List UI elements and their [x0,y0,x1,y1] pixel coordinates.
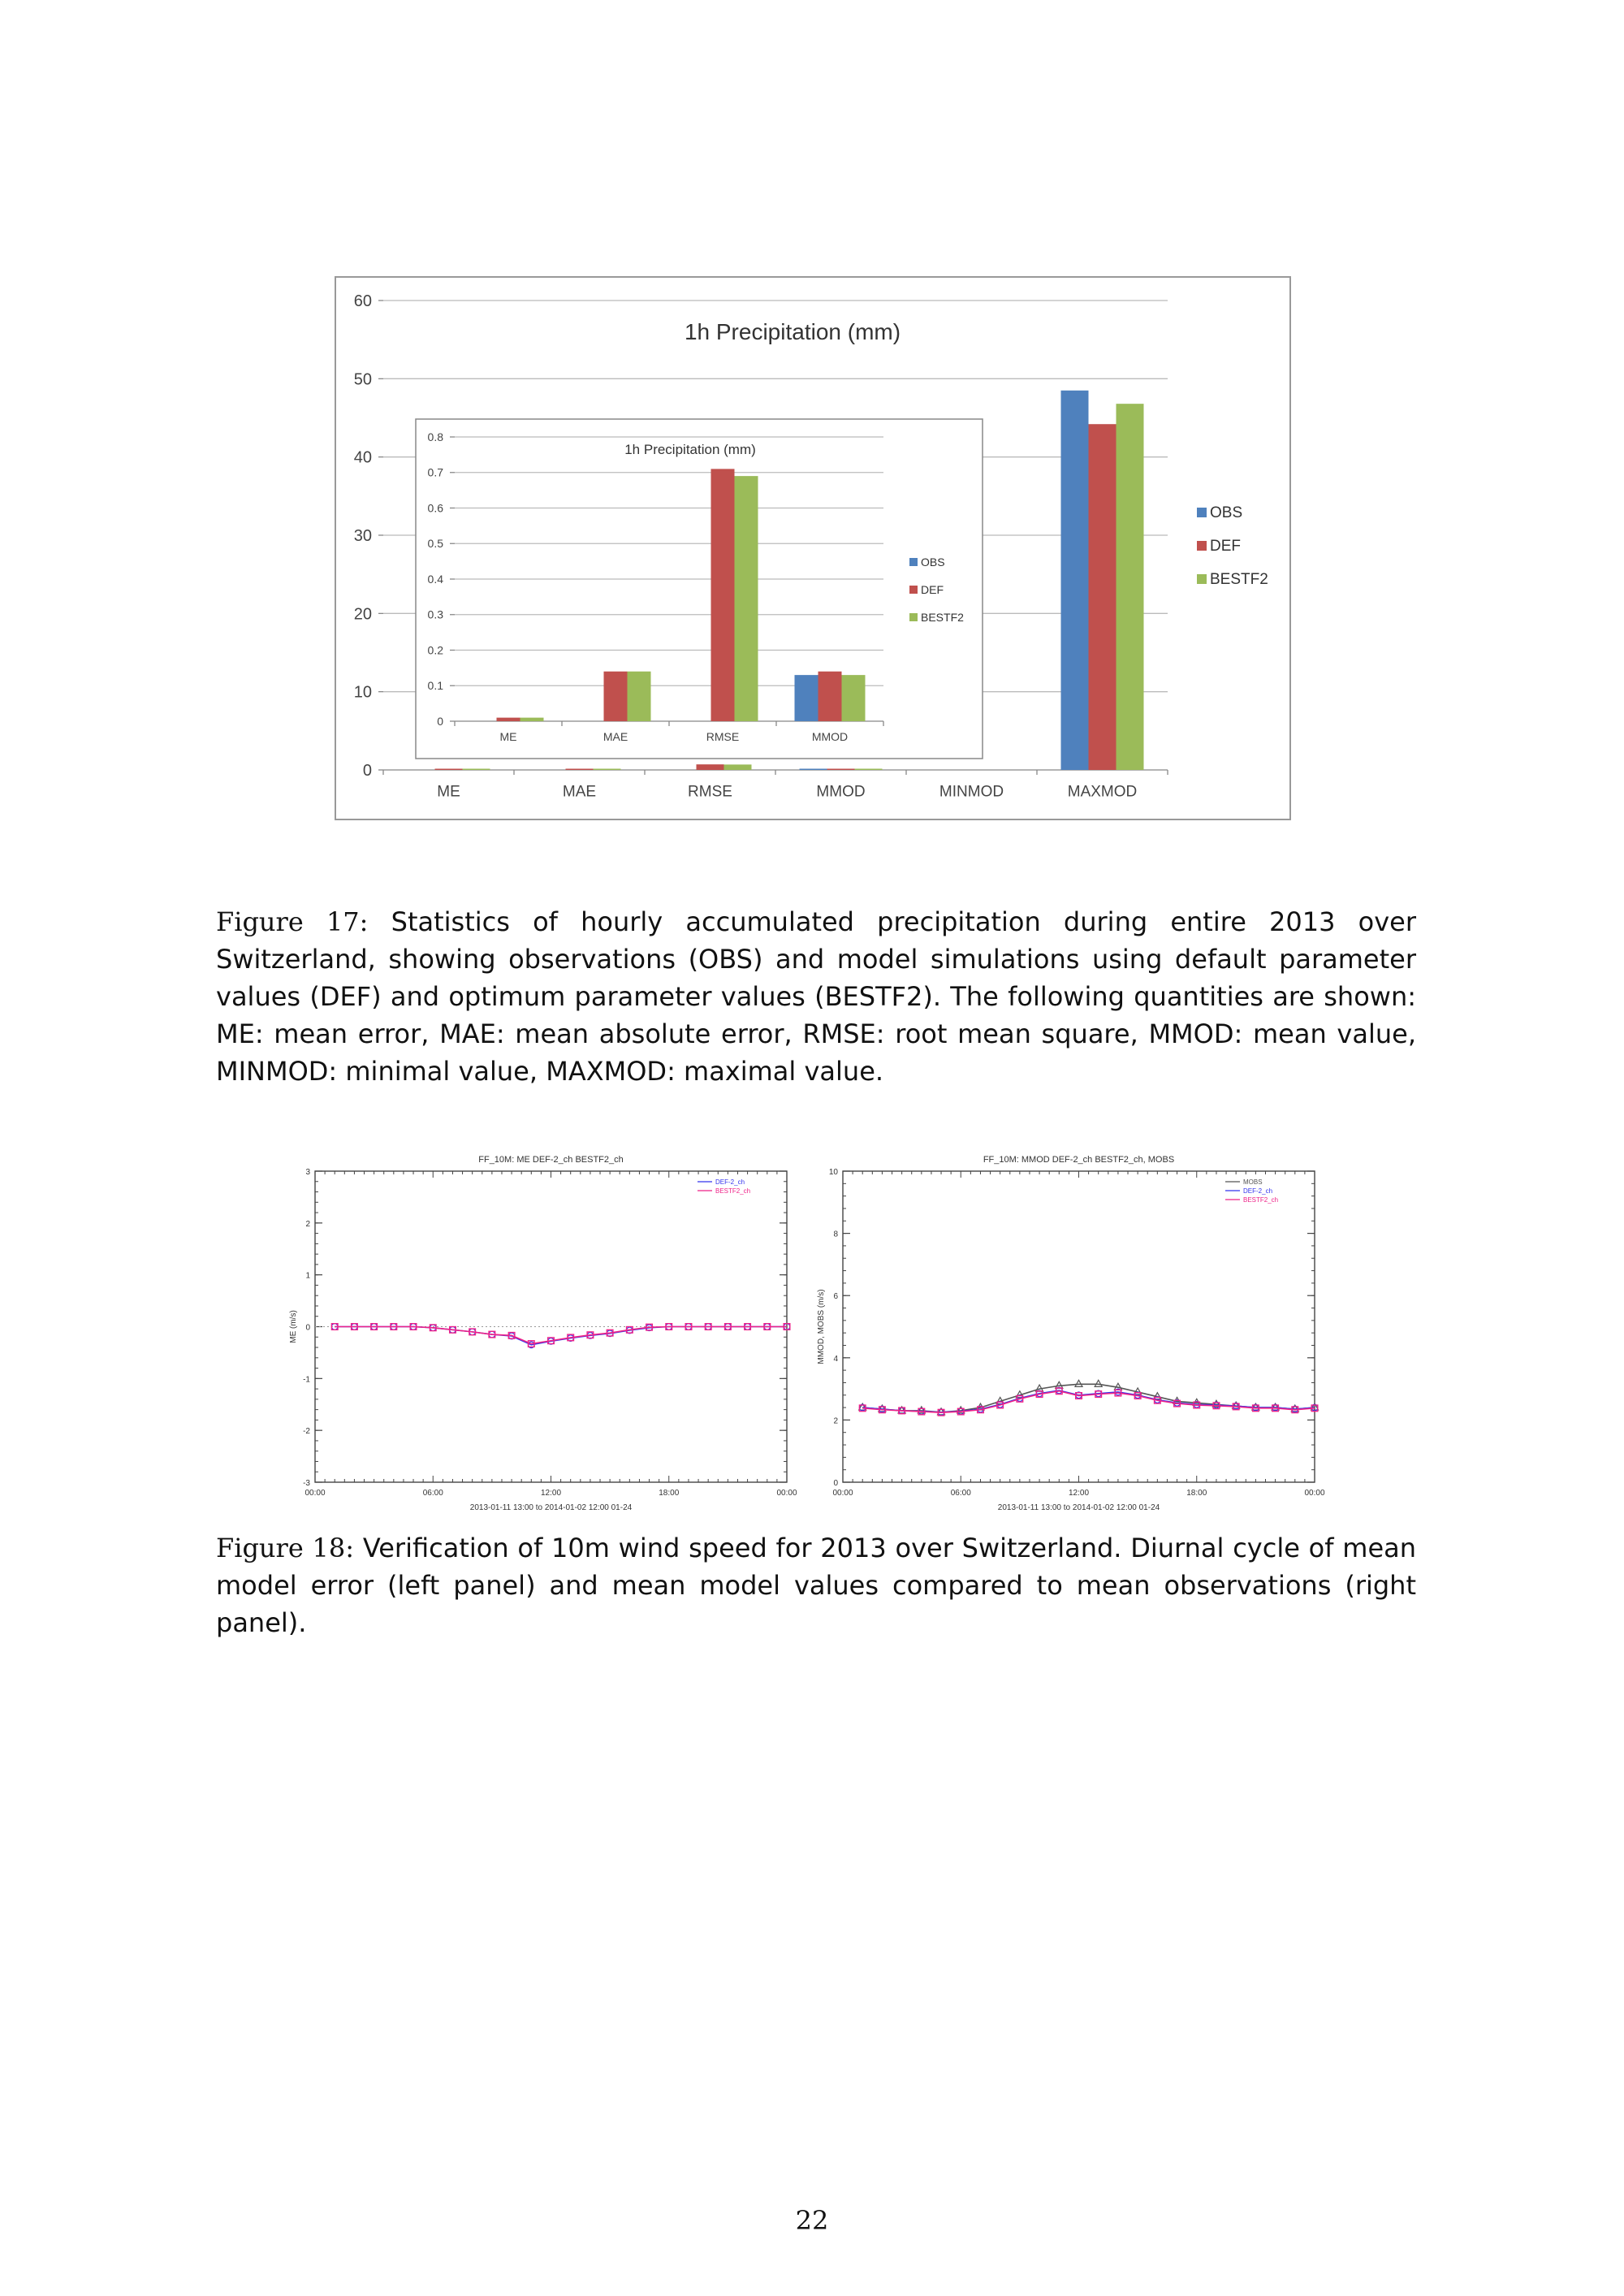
x-category-label: MINMOD [939,783,1004,801]
legend-label: OBS [921,556,945,569]
y-tick-label: 20 [353,605,372,624]
left-y-axis-label: ME (m/s) [289,1310,298,1343]
y-tick-label: 0.1 [427,679,443,693]
x-category-label: MAE [562,783,597,801]
left-x-axis-label: 2013-01-11 13:00 to 2014-01-02 12:00 01-24 [469,1503,633,1512]
x-category-label: RMSE [688,783,732,801]
y-tick-label: 6 [833,1292,838,1302]
legend-swatch [909,558,918,566]
bar-bestf2-me [520,718,544,721]
figure-18-caption [216,1529,1416,1641]
y-tick-label: 0.3 [427,608,443,621]
bar-def-me [497,718,520,721]
x-tick-label: 00:00 [776,1489,797,1498]
x-category-label: MAXMOD [1067,783,1138,801]
right-plot-frame [843,1171,1315,1482]
y-tick-label: 10 [353,683,372,702]
y-tick-label: -3 [303,1479,310,1488]
figure-17-label: Figure 17: [216,906,369,937]
main-chart-title: 1h Precipitation (mm) [684,319,901,344]
y-tick-label: 0.8 [427,430,443,443]
y-tick-label: 30 [353,527,372,545]
y-tick-label: 0 [833,1479,838,1488]
legend-label: BESTF2 [921,611,964,624]
y-tick-label: 0.7 [427,465,443,479]
left-panel [289,1155,797,1512]
x-category-label: ME [437,783,460,801]
x-category-label: MAE [603,729,628,743]
x-tick-label: 00:00 [1304,1489,1325,1498]
bar-def-mmod [827,769,855,771]
y-tick-label: 0 [305,1323,310,1333]
left-panel-title: FF_10M: ME DEF-2_ch BESTF2_ch [478,1155,624,1165]
legend-swatch [909,613,918,621]
legend-swatch [1197,574,1207,584]
x-tick-label: 00:00 [832,1489,853,1498]
x-category-label: MMOD [811,729,849,743]
x-tick-label: 12:00 [1068,1489,1090,1498]
legend-label: DEF-2_ch [715,1178,745,1186]
y-tick-label: 3 [305,1168,310,1177]
bar-obs-maxmod [1061,391,1089,770]
bar-def-rmse [697,764,724,770]
legend-swatch [1197,541,1207,551]
legend-label: OBS [1210,504,1243,521]
right-y-axis-label: MMOD, MOBS (m/s) [817,1289,826,1364]
legend-swatch [909,586,918,594]
x-tick-label: 12:00 [540,1489,562,1498]
inset-frame [416,419,983,759]
y-tick-label: 4 [833,1354,838,1364]
x-tick-label: 18:00 [1186,1489,1207,1498]
page-number: 22 [795,2205,829,2236]
bar-bestf2-mmod [855,769,883,771]
bar-bestf2-me [463,769,490,771]
y-tick-label: 1 [305,1271,310,1281]
x-category-label: MMOD [816,783,866,801]
x-category-label: ME [499,729,517,743]
bar-bestf2-rmse [735,476,758,721]
y-tick-label: -1 [303,1375,310,1385]
right-x-axis-label: 2013-01-11 13:00 to 2014-01-02 12:00 01-24 [997,1503,1160,1512]
figure-18-label: Figure 18: [216,1533,355,1563]
bar-bestf2-mae [628,672,651,721]
legend-label: BESTF2 [1210,571,1268,588]
figure-18-text: Verification of 10m wind speed for 2013 over Switzerland. Diurnal cycle of mean model error (left panel) and mean model values compared to mean observations (right panel). [216,1533,1417,1638]
bar-bestf2-mmod [842,675,866,721]
bar-def-me [435,769,463,771]
y-tick-label: 0 [362,762,372,780]
figure-17-text: Statistics of hourly accumulated precipitation during entire 2013 over Switzerland, showing observations (OBS) and model simulations using default parameter values (DEF) and optimum parameter values (BESTF2). The following quantities are shown: ME: mean error, MAE: mean absolute error, RMSE: root mean square, MMOD: mean value, MINMOD: minimal value, MAXMOD: maximal value. [216,906,1417,1087]
bar-def-mmod [818,672,842,721]
y-tick-label: 8 [833,1230,838,1239]
bar-bestf2-rmse [724,764,752,770]
x-tick-label: 06:00 [950,1489,971,1498]
y-tick-label: 0.4 [427,572,443,586]
legend-label: DEF [921,583,944,596]
right-panel-title: FF_10M: MMOD DEF-2_ch BESTF2_ch, MOBS [983,1155,1175,1165]
legend-label: BESTF2_ch [715,1187,751,1195]
y-tick-label: 0.5 [427,537,443,551]
bar-def-maxmod [1089,424,1116,770]
x-category-label: RMSE [706,729,740,743]
y-tick-label: 40 [353,448,372,467]
y-tick-label: 10 [828,1168,838,1177]
x-tick-label: 00:00 [304,1489,326,1498]
bar-def-mae [566,769,594,771]
figure-17-caption [216,903,1416,1090]
figure-17-chart [335,276,1291,820]
y-tick-label: -2 [303,1427,310,1437]
bar-obs-mmod [800,769,827,771]
x-tick-label: 06:00 [422,1489,443,1498]
right-panel [817,1155,1325,1512]
y-tick-label: 2 [833,1416,838,1426]
legend-label: BESTF2_ch [1243,1196,1279,1204]
bar-bestf2-mae [594,769,621,771]
y-tick-label: 0.2 [427,643,443,657]
legend-label: DEF-2_ch [1243,1187,1273,1195]
y-tick-label: 0 [437,714,443,728]
bar-def-mae [604,672,628,721]
legend-label: DEF [1210,538,1241,555]
y-tick-label: 60 [353,292,372,310]
legend-swatch [1197,508,1207,517]
figure-18-charts [284,1149,1356,1519]
bar-obs-mmod [795,675,818,721]
legend-label: MOBS [1243,1178,1263,1186]
y-tick-label: 0.6 [427,501,443,515]
y-tick-label: 50 [353,370,372,389]
bar-bestf2-maxmod [1116,404,1144,770]
y-tick-label: 2 [305,1219,310,1229]
x-tick-label: 18:00 [659,1489,680,1498]
bar-def-rmse [711,469,735,721]
inset-chart-title: 1h Precipitation (mm) [624,442,756,457]
